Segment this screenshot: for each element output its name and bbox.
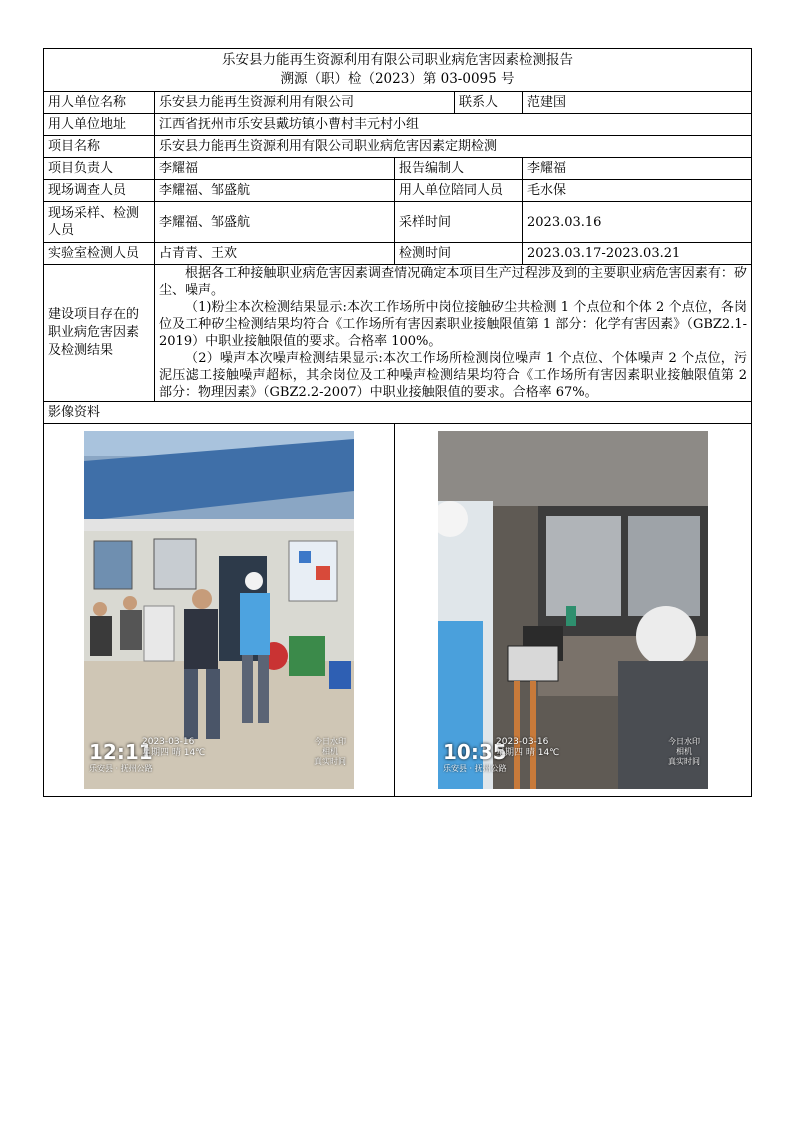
photo-1-brand-mid: 相机	[322, 747, 338, 756]
unit-address-label: 用人单位地址	[44, 114, 155, 136]
photo-2-time: 10:35	[443, 740, 507, 764]
photo-1-date: 2023-03-16	[142, 737, 195, 747]
site-photo-2	[438, 431, 708, 789]
report-title	[44, 49, 752, 92]
unit-name-value: 乐安县力能再生资源利用有限公司	[155, 92, 455, 114]
report-title-line1: 乐安县力能再生资源利用有限公司职业病危害因素检测报告	[222, 52, 573, 68]
sampling-staff-value: 李耀福、邹盛航	[155, 202, 395, 243]
unit-address-value: 江西省抚州市乐安县戴坊镇小曹村丰元村小组	[155, 114, 752, 136]
escort-staff-label: 用人单位陪同人员	[395, 180, 523, 202]
contact-value: 范建国	[523, 92, 752, 114]
project-leader-value: 李耀福	[155, 158, 395, 180]
photo-2-watermark-brand	[668, 737, 700, 767]
survey-staff-label: 现场调查人员	[44, 180, 155, 202]
site-photo-1-illustration	[84, 431, 354, 789]
sampling-time-value: 2023.03.16	[523, 202, 752, 243]
results-label: 建设项目存在的职业病危害因素及检测结果	[44, 265, 155, 402]
project-name-value: 乐安县力能再生资源利用有限公司职业病危害因素定期检测	[155, 136, 752, 158]
lab-staff-label: 实验室检测人员	[44, 243, 155, 265]
test-time-label: 检测时间	[395, 243, 523, 265]
survey-staff-value: 李耀福、邹盛航	[155, 180, 395, 202]
sampling-time-label: 采样时间	[395, 202, 523, 243]
report-compiler-label: 报告编制人	[395, 158, 523, 180]
photo-1-time: 12:11	[89, 740, 153, 764]
report-compiler-value: 李耀福	[523, 158, 752, 180]
report-sheet	[43, 48, 751, 797]
photo-2-date: 2023-03-16	[496, 737, 549, 747]
contact-label: 联系人	[455, 92, 523, 114]
results-paragraph-1: 根据各工种接触职业病危害因素调查情况确定本项目生产过程涉及到的主要职业病危害因素有：矽尘、噪声。	[159, 266, 747, 298]
results-paragraph-dust: （1)粉尘本次检测结果显示:本次工作场所中岗位接触矽尘共检测 1 个点位和个体 2 个点位，各岗位及工种矽尘检测结果均符合《工作场所有害因素职业接触限值第 1 部分：化学有害因素》（GBZ2.1-2019）中职业接触限值的要求。合格率 100%。	[159, 300, 747, 349]
images-label: 影像资料	[44, 402, 752, 424]
photo-1-watermark-brand	[314, 737, 346, 767]
photo-2-location: 乐安县 · 抚州公路	[443, 764, 507, 773]
report-table	[43, 48, 752, 797]
photo-cell-right	[395, 424, 752, 797]
sampling-staff-label: 现场采样、检测人员	[44, 202, 155, 243]
photo-2-brand-top: 今日水印	[668, 737, 700, 746]
project-name-label: 项目名称	[44, 136, 155, 158]
photo-1-weather: 星期四 晴 14℃	[142, 748, 206, 758]
site-photo-1	[84, 431, 354, 789]
photo-2-brand-bottom: 真实时间	[668, 757, 700, 766]
photo-1-location: 乐安县 · 抚州公路	[89, 764, 153, 773]
report-number: 溯源（职）检（2023）第 03-0095 号	[280, 71, 515, 87]
photo-1-brand-bottom: 真实时间	[314, 757, 346, 766]
unit-name-label: 用人单位名称	[44, 92, 155, 114]
test-time-value: 2023.03.17-2023.03.21	[523, 243, 752, 265]
site-photo-2-illustration	[438, 431, 708, 789]
project-leader-label: 项目负责人	[44, 158, 155, 180]
photo-2-weather: 星期四 晴 14℃	[496, 748, 560, 758]
photo-1-brand-top: 今日水印	[314, 737, 346, 746]
results-paragraph-noise: （2）噪声本次噪声检测结果显示:本次工作场所检测岗位噪声 1 个点位、个体噪声 2 个点位，污泥压滤工接触噪声超标，其余岗位及工种噪声检测结果均符合《工作场所有害因素职业接触限值第 2 部分：物理因素》（GBZ2.2-2007）中职业接触限值的要求。合格率 67%。	[159, 351, 747, 400]
photo-2-brand-mid: 相机	[676, 747, 692, 756]
photo-cell-left	[44, 424, 395, 797]
results-text	[155, 265, 752, 402]
lab-staff-value: 占青青、王欢	[155, 243, 395, 265]
escort-staff-value: 毛水保	[523, 180, 752, 202]
